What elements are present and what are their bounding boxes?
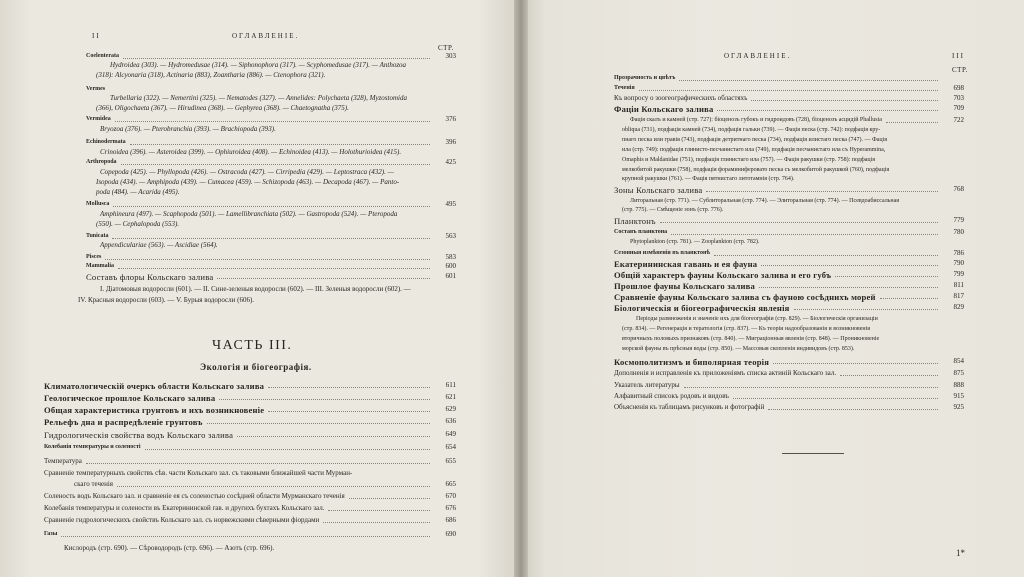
left-page-column-label: СТР. <box>438 44 454 52</box>
toc-entry-text: Isopoda (434). — Amphipoda (439). — Cumacea (459). — Schizopoda (463). — Decapoda (467). — Panto- <box>96 178 400 186</box>
leader-dots <box>115 120 430 122</box>
toc-page-number: 703 <box>953 94 964 102</box>
toc-page-number: 376 <box>445 115 456 123</box>
book-gutter <box>514 0 528 577</box>
toc-page-number: 601 <box>445 272 456 280</box>
toc-entry-text: Литоральная (стр. 771). — Сублиторальная (стр. 774). — Элиторальная (стр. 774). — Псевдоабиссальная <box>630 198 900 204</box>
leader-dots <box>113 205 430 207</box>
toc-entry-text: Сравненіе гидрологическихъ свойствъ Кольскаго зал. съ норвежскими сѣверными фіордами <box>44 516 320 524</box>
toc-page-number: 655 <box>445 457 456 465</box>
leader-dots <box>349 497 430 499</box>
toc-page-number: 686 <box>445 516 456 524</box>
toc-entry-text: poda (484). — Acarida (495). <box>96 188 180 196</box>
leader-dots <box>117 485 430 487</box>
leader-dots <box>105 258 430 260</box>
toc-page-number: 665 <box>445 480 456 488</box>
toc-page-number: 888 <box>953 381 964 389</box>
toc-page-number: 303 <box>445 52 456 60</box>
toc-entry-text: пнаго песка или гравія (743), подфація детритнаго песка (734), подфація илистаго песка (747). — Фація <box>622 137 887 143</box>
toc-page-number: 583 <box>445 253 456 261</box>
toc-entry-text: Сравненіе температурныхъ свойствъ сѣв. части Кольскаго зал. съ таковыми ближайшей части Мурман- <box>44 469 353 477</box>
toc-page-number: 611 <box>445 381 456 389</box>
leader-dots <box>794 308 938 310</box>
leader-dots <box>684 386 938 388</box>
toc-entry-text: Pisces <box>86 254 102 260</box>
toc-page-number: 854 <box>953 357 964 365</box>
toc-page-number: 621 <box>445 393 456 401</box>
toc-entry-text: Климатологическій очеркъ области Кольскаго залива <box>44 381 265 391</box>
toc-entry-text: Періоды размноженія и значеніе ихъ для біогеографіи (стр. 829). — Біологическія организаціи <box>636 316 878 322</box>
toc-entry-text: Coelenterata <box>86 53 119 59</box>
toc-entry-text: Біологическія и біогеографическія явленія <box>614 303 790 313</box>
toc-entry-text: Алфавитный списокъ родовъ и видовъ <box>614 392 729 400</box>
toc-page-number: 425 <box>445 158 456 166</box>
toc-page-number: 768 <box>953 185 964 193</box>
right-page <box>520 0 1024 577</box>
leader-dots <box>207 422 430 424</box>
toc-entry-text: Планктонъ <box>614 216 656 226</box>
leader-dots <box>671 233 938 235</box>
toc-entry-text: Arthropoda <box>86 159 117 165</box>
toc-entry-text: Гидрологическія свойства водъ Кольскаго залива <box>44 430 234 440</box>
left-running-header: ОГЛАВЛЕНІЕ. <box>232 32 300 40</box>
toc-entry-text: морской фауны въ прѣсныя воды (стр. 850). — Массовыя скопленія индивидовъ (стр. 853). <box>622 346 855 352</box>
leader-dots <box>880 297 938 299</box>
toc-entry-text: Turbellaria (322). — Nemertini (325). — Nematodes (327). — Annelides: Polychaeta (328), Myzostomida <box>110 94 407 102</box>
toc-entry-text: Mammalia <box>86 263 114 269</box>
toc-entry-text: Колебанія температуры и солености въ Екатерининской гав. и другихъ бухтахъ Кольскаго зал. <box>44 504 325 512</box>
toc-entry-text: (366), Oligochaeta (367). — Hirudinea (368). — Gephyrea (368). — Chaetognatha (375). <box>96 104 349 112</box>
toc-entry-text: Общій характеръ фауны Кольскаго залива и его губъ <box>614 270 832 280</box>
toc-entry-text: Объясненія къ таблицамъ рисунковъ и фотографій <box>614 403 765 411</box>
toc-entry-text: Геологическое прошлое Кольскаго залива <box>44 393 216 403</box>
toc-page-number: 698 <box>953 84 964 92</box>
toc-page-number: 563 <box>445 232 456 240</box>
left-page-number: II <box>92 32 101 40</box>
leader-dots <box>717 109 938 111</box>
toc-entry-text: Колебанія температуры и соленості <box>44 444 141 450</box>
toc-entry-text: Vermidea <box>86 116 111 122</box>
toc-entry-text: Echinodermata <box>86 139 126 145</box>
toc-entry-text: Hydroidea (303). — Hydromedusae (314). — Siphonophora (317). — Scyphomedusae (317). — Anthozoa <box>110 61 407 69</box>
leader-dots <box>123 57 430 59</box>
toc-page-number: 799 <box>953 270 964 278</box>
toc-entry-text: Прозрачность и цвѣтъ <box>614 75 676 81</box>
toc-entry-text: (318): Alcyonaria (318), Actinaria (883), Zoantharia (886). — Ctenophora (321). <box>96 71 326 79</box>
toc-entry-text: Amphineura (497). — Scaphopoda (501). — Lamellibranchiata (502). — Gastropoda (524). — Pteropoda <box>100 210 398 218</box>
toc-page-number: 600 <box>445 262 456 270</box>
toc-page-number: 636 <box>445 417 456 425</box>
toc-entry-text: Екатерининская гавань и ея фауна <box>614 259 758 269</box>
leader-dots <box>268 386 430 388</box>
toc-page-number: 817 <box>953 292 964 300</box>
leader-dots <box>886 121 938 123</box>
toc-page-number: 786 <box>953 249 964 257</box>
toc-entry-text: Omaphis и Maldanidae (751), подфація глинистаго ила (757). — Фація ракушки (стр. 758): подфація <box>622 157 876 163</box>
leader-dots <box>761 264 938 266</box>
toc-page-number: 709 <box>953 104 964 112</box>
closing-rule <box>782 453 844 454</box>
toc-entry-text: Общая характеристика грунтовъ и ихъ возникновеніе <box>44 405 265 415</box>
leader-dots <box>268 410 430 412</box>
leader-dots <box>217 277 430 279</box>
toc-page-number: 654 <box>445 443 456 451</box>
leader-dots <box>130 143 430 145</box>
toc-entry-text: скаго теченія <box>74 480 113 488</box>
toc-entry-text: Mollusca <box>86 201 110 207</box>
leader-dots <box>145 448 430 450</box>
toc-entry-text: Соленость водъ Кольскаго зал. и сравненіе ея съ соленостью сосѣдней области Мурманскаго теченія <box>44 492 345 500</box>
toc-entry-text: Tunicata <box>86 233 109 239</box>
leader-dots <box>714 254 938 256</box>
leader-dots <box>323 521 430 523</box>
toc-entry-text: Кислородъ (стр. 690). — Сѣроводородъ (стр. 696). — Азотъ (стр. 696). <box>64 544 275 552</box>
signature-mark: 1* <box>956 548 965 558</box>
toc-entry-text: Bryozoa (376). — Pterobranchia (393). — Brachiopoda (393). <box>100 125 276 133</box>
toc-entry-text: Рельефъ дна и распредѣленіе грунтовъ <box>44 417 203 427</box>
toc-page-number: 676 <box>445 504 456 512</box>
toc-page-number: 649 <box>445 430 456 438</box>
toc-page-number: 779 <box>953 216 964 224</box>
toc-entry-text: Фаціи Кольскаго залива <box>614 104 714 114</box>
toc-entry-text: крупной ракушки (761). — Фація пятнистаго литотамнія (стр. 764). <box>622 176 795 182</box>
right-page-number: III <box>952 52 965 60</box>
toc-entry-text: Температура <box>44 457 82 465</box>
leader-dots <box>61 535 430 537</box>
leader-dots <box>118 267 430 269</box>
toc-page-number: 396 <box>445 138 456 146</box>
toc-entry-text: Фація скалъ и камней (стр. 727): біоценозъ губокъ и гидроидовъ (728), біоценозъ асцидій Phallusia <box>630 117 882 123</box>
leader-dots <box>773 362 938 364</box>
toc-page-number: 875 <box>953 369 964 377</box>
toc-entry-text: Phytoplankton (стр. 781). — Zooplankton (стр. 782). <box>630 239 760 245</box>
toc-entry-text: ила (стр. 749): подфація глинисто-песчанистаго ила (749), подфація песчанистаго ила съ Hyperammina, <box>622 147 886 153</box>
toc-entry-text: Составъ планктона <box>614 229 668 235</box>
toc-entry-text: Appendiculariae (563). — Ascidiae (564). <box>100 241 218 249</box>
toc-entry-text: Указатель литературы <box>614 381 680 389</box>
leader-dots <box>706 190 938 192</box>
toc-entry-text: Зоны Кольскаго залива <box>614 185 703 195</box>
leader-dots <box>639 89 938 91</box>
toc-entry-text: Газы <box>44 531 58 537</box>
leader-dots <box>835 275 938 277</box>
toc-entry-text: мелкобитой ракушки (758), подфація фораминиферовато песка съ мелкобитой ракушкой (760), подфація <box>622 167 890 173</box>
toc-entry-text: Составъ флоры Кольскаго залива <box>86 272 214 282</box>
leader-dots <box>751 99 938 101</box>
toc-entry-text: Дополненія и исправленія къ приложеніямъ списка актиній Кольскаго зал. <box>614 369 837 377</box>
toc-page-number: 629 <box>445 405 456 413</box>
toc-entry-text: obliqua (731), подфація камней (734), подфація гальки (739). — Фація песка (стр. 742): подфація кру- <box>622 127 881 133</box>
toc-page-number: 495 <box>445 200 456 208</box>
leader-dots <box>759 286 938 288</box>
toc-entry-text: Crinoidea (396). — Asteroidea (399). — Ophiuroidea (408). — Echinoidea (413). — Holothurioidea (415). <box>100 148 402 156</box>
toc-entry-text: Теченія <box>614 85 635 91</box>
leader-dots <box>112 237 430 239</box>
toc-page-number: 829 <box>953 303 964 311</box>
leader-dots <box>679 79 938 81</box>
toc-entry-text: IV. Красныя водоросли (603). — V. Бурыя водоросли (606). <box>78 296 255 304</box>
toc-entry-text: Прошлое фауны Кольскаго залива <box>614 281 755 291</box>
leader-dots <box>840 374 938 376</box>
right-page-column-label: СТР. <box>952 66 968 74</box>
leader-dots <box>768 408 938 410</box>
leader-dots <box>733 397 938 399</box>
part-heading: ЧАСТЬ III. <box>212 338 293 353</box>
toc-entry-text: I. Діатомовыя водоросли (601). — II. Сине-зеленыя водоросли (602). — III. Зеленыя водоросли (602). — <box>100 285 411 293</box>
toc-page-number: 670 <box>445 492 456 500</box>
toc-entry-text: Сравненіе фауны Кольскаго залива съ фауною сосѣднихъ морей <box>614 292 876 302</box>
leader-dots <box>121 163 430 165</box>
toc-entry-text: (550). — Cephalopoda (553). <box>96 220 180 228</box>
toc-page-number: 722 <box>953 116 964 124</box>
toc-entry-text: Къ вопросу о зоогеографическихъ областяхъ <box>614 94 748 102</box>
toc-page-number: 790 <box>953 259 964 267</box>
toc-entry-text: Vermes <box>86 86 106 92</box>
part-subtitle: Экологія и біогеографія. <box>200 362 312 372</box>
toc-entry-text: Космополитизмъ и биполярная теорія <box>614 357 770 367</box>
toc-entry-text: (стр. 834). — Регенерація и тератологія (стр. 837). — Къ теоріи надообразованія и возникновенія <box>622 326 871 332</box>
leader-dots <box>86 462 430 464</box>
leader-dots <box>219 398 430 400</box>
right-running-header: ОГЛАВЛЕНІЕ. <box>724 52 792 60</box>
toc-entry-text: Copepoda (425). — Phyllopoda (426). — Ostracoda (427). — Cirripedia (429). — Leptostraca (432). — <box>100 168 394 176</box>
leader-dots <box>660 221 938 223</box>
toc-page-number: 780 <box>953 228 964 236</box>
toc-entry-text: (стр. 775). — Смѣщеніе зонъ (стр. 776). <box>622 207 724 213</box>
toc-page-number: 925 <box>953 403 964 411</box>
leader-dots <box>237 435 430 437</box>
toc-page-number: 915 <box>953 392 964 400</box>
leader-dots <box>328 509 430 511</box>
toc-entry-text: вторичныхъ половыхъ признаковъ (стр. 840). — Миграціонныя явленія (стр. 848). — Проникновеніе <box>622 336 880 342</box>
toc-page-number: 811 <box>953 281 964 289</box>
toc-page-number: 690 <box>445 530 456 538</box>
toc-entry-text: Сезонныя измѣненія въ планктонѣ <box>614 250 711 256</box>
